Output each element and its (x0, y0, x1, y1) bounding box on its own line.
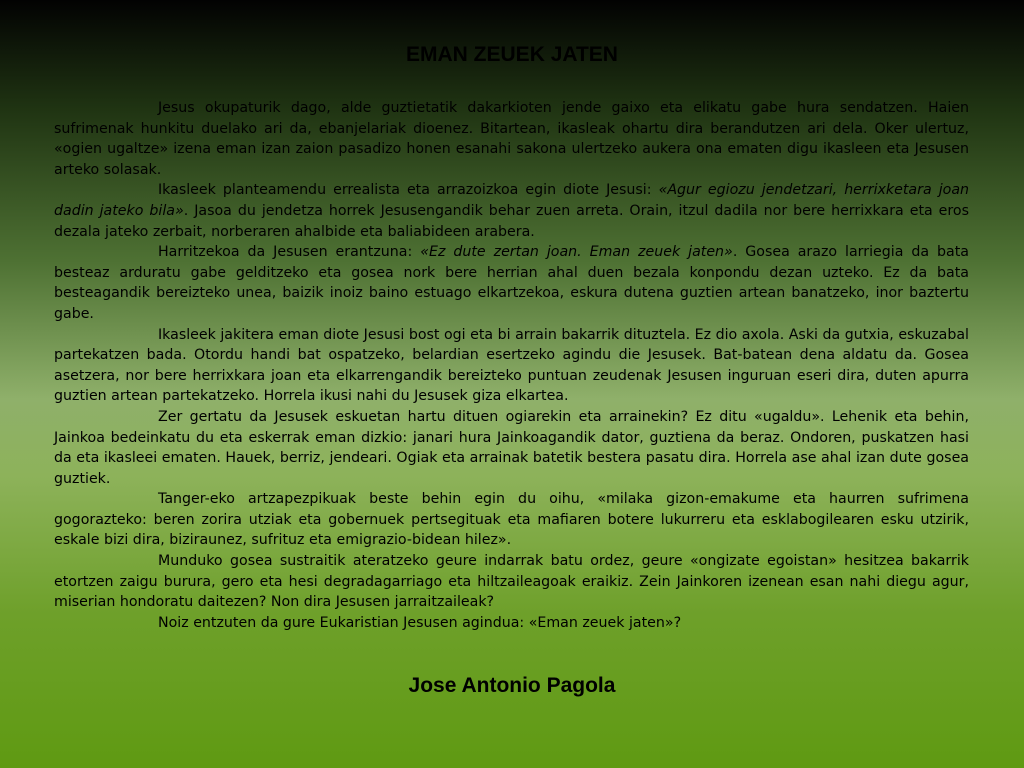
page-title: EMAN ZEUEK JATEN (406, 43, 618, 66)
paragraph-text: . Gosea arazo larriegia da bata besteaz arduratu gabe gelditzeko eta gosea nork bere herrian ahal duen bezala konpondu dezan uzteko. Ez da bata besteagandik bereizteko unea, baizik inoiz baino estuago elkartzekoa, eskura dutena guztien artean banatzeko, inor baztertu gabe. (54, 244, 969, 322)
paragraph-text: Jesus okupaturik dago, alde guztietatik dakarkioten jende gaixo eta elikatu gabe hura sendatzen. Haien sufrimenak hunkitu duelako ari da, ebanjelariak dioenez. Bitartean, ikasleak ohartu dira berandutzen ari dela. Oker ulertuz, «ogien ugaltze» izena eman izan zaion pasadizo honen esanahi sakona ulertzeko aukera ona ematen digu ikasleen eta Jesusen arteko solasak. (54, 100, 969, 178)
paragraph-text: Noiz entzuten da gure Eukaristian Jesusen agindua: «Eman zeuek jaten»? (158, 614, 682, 631)
paragraph (54, 242, 969, 324)
paragraph (54, 613, 969, 634)
quote-text: «Agur egiozu jendetzari, herrixketara joan dadin jateko bila» (54, 182, 970, 219)
paragraph-text: Ikasleek planteamendu errealista eta arrazoizkoa egin diote Jesusi: (158, 182, 659, 199)
article-body (54, 98, 969, 633)
paragraph (54, 407, 969, 489)
quote-text: «Ez dute zertan joan. Eman zeuek jaten» (420, 244, 733, 261)
paragraph (54, 551, 969, 613)
paragraph-text: Harritzekoa da Jesusen erantzuna: (158, 244, 421, 261)
author-signature: Jose Antonio Pagola (408, 674, 616, 697)
paragraph (54, 98, 969, 180)
paragraph-text: Munduko gosea sustraitik ateratzeko geure indarrak batu ordez, geure «ongizate egoistan» hesitzea bakarrik etortzen zaigu burura, gero eta hesi degradagarriago eta hiltzaileagoak eraikiz. Zein Jainkoren izenean esan nahi diegu agur, miserian hondoratu daitezen? Non dira Jesusen jarraitzaileak? (54, 553, 969, 611)
paragraph (54, 180, 969, 242)
paragraph-text: Tanger-eko artzapezpikuak beste behin egin du oihu, «milaka gizon-emakume eta haurren sufrimena gogorazteko: beren zorira utziak eta gobernuek pertsegituak eta mafiaren botere lukurreru eta esklabogilearen esku utzirik, eskale bizi dira, biziraunez, sufrituz eta emigrazio-bidean hilez». (54, 491, 969, 549)
paragraph (54, 489, 969, 551)
paragraph (54, 325, 969, 407)
paragraph-text: . Jasoa du jendetza horrek Jesusengandik behar zuen arreta. Orain, itzul dadila nor bere herrixkara eta eros dezala jateko zerbait, norberaren ahalbide eta baliabideen arabera. (54, 202, 969, 240)
paragraph-text: Ikasleek jakitera eman diote Jesusi bost ogi eta bi arrain bakarrik dituztela. Ez dio axola. Aski da gutxia, eskuzabal partekatzen bada. Otordu handi bat ospatzeko, belardian esertzeko agindu die Jesusek. Bat-batean dena aldatu da. Gosea asetzera, nor bere herrixkara joan eta elkarrengandik bereizteko puntuan zeudenak Jesusen inguruan eseri dira, duten apurra guztien artean partekatzeko. Horrela ikusi nahi du Jesusek giza elkartea. (54, 326, 969, 405)
paragraph-text: Zer gertatu da Jesusek eskuetan hartu dituen ogiarekin eta arrainekin? Ez ditu «ugaldu». Lehenik eta behin, Jainkoa bedeinkatu du eta eskerrak eman dizkio: janari hura Jainkoagandik dator, guztiena da beraz. Ondoren, puskatzen hasi da eta ikasleei ematen. Hauek, berriz, jendeari. Ogiak eta arrainak batetik bestera pasatu dira. Horrela ase ahal izan dute gosea guztiek. (54, 408, 969, 487)
